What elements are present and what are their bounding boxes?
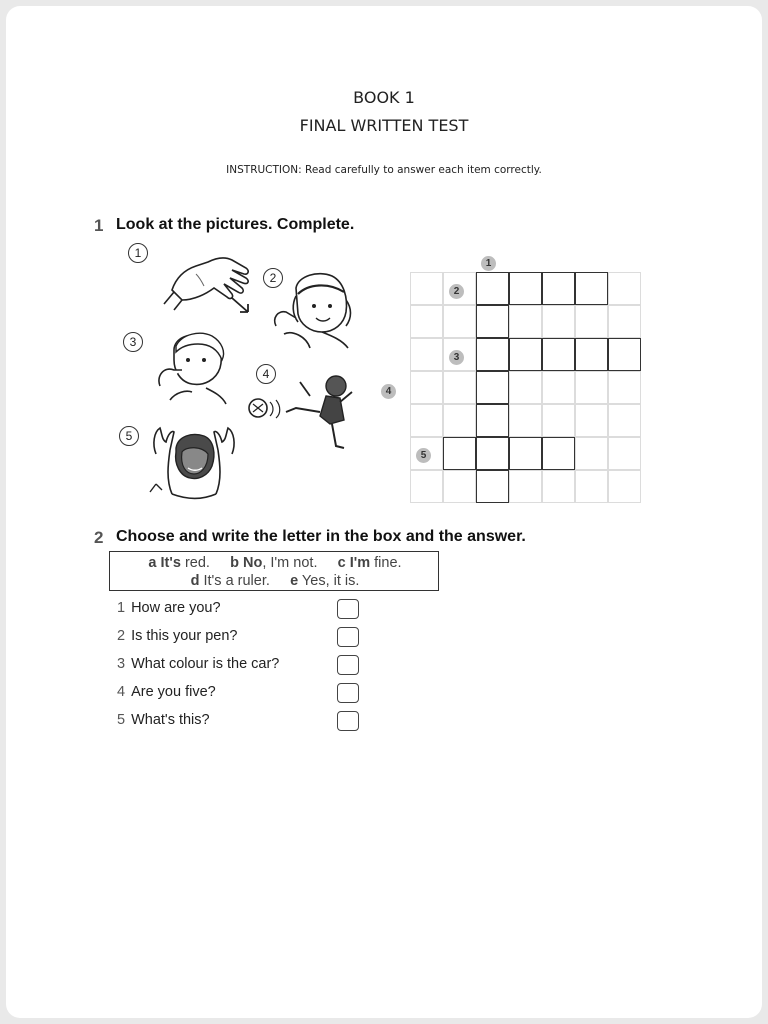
crossword-cell <box>443 371 476 404</box>
crossword-cell <box>443 404 476 437</box>
crossword-cell <box>575 437 608 470</box>
crossword-cell <box>542 470 575 503</box>
question-3: 3 What colour is the car? <box>117 656 280 672</box>
crossword-number-1: 1 <box>481 256 496 271</box>
picture-number-5: 5 <box>119 426 139 446</box>
crossword-cell <box>608 437 641 470</box>
option-c: c I'm fine. <box>337 555 402 571</box>
answer-box-2[interactable] <box>337 627 359 647</box>
instruction-text: INSTRUCTION: Read carefully to answer each item correctly. <box>226 164 542 176</box>
crossword-cell <box>575 404 608 437</box>
crossword-cell <box>608 305 641 338</box>
crossword-cell <box>608 470 641 503</box>
test-title: FINAL WRITTEN TEST <box>299 116 469 135</box>
crossword-answer-cell[interactable] <box>509 338 542 371</box>
answer-box-3[interactable] <box>337 655 359 675</box>
hand-fingers-illustration <box>162 248 258 318</box>
crossword-answer-cell[interactable] <box>476 437 509 470</box>
crossword-cell <box>443 470 476 503</box>
crossword-answer-cell[interactable] <box>476 305 509 338</box>
section-1-title: Look at the pictures. Complete. <box>116 216 355 233</box>
section-1-number: 1 <box>94 216 104 235</box>
crossword-answer-cell[interactable] <box>509 272 542 305</box>
crossword-cell <box>410 371 443 404</box>
picture-number-4: 4 <box>256 364 276 384</box>
crossword-answer-cell[interactable] <box>575 338 608 371</box>
boy-kicking-ball-illustration <box>240 372 360 458</box>
crossword-answer-cell[interactable] <box>476 272 509 305</box>
crossword-cell <box>410 338 443 371</box>
crossword-cell <box>410 470 443 503</box>
crossword-number-4: 4 <box>381 384 396 399</box>
crossword-cell <box>410 305 443 338</box>
crossword-answer-cell[interactable] <box>575 272 608 305</box>
answer-box-5[interactable] <box>337 711 359 731</box>
option-e: e Yes, it is. <box>290 573 360 589</box>
crossword-cell <box>608 404 641 437</box>
boy-raised-hands-illustration <box>148 424 240 504</box>
question-1: 1 How are you? <box>117 600 221 616</box>
crossword-cell <box>410 272 443 305</box>
picture-number-1: 1 <box>128 243 148 263</box>
crossword-answer-cell[interactable] <box>542 272 575 305</box>
question-5: 5 What's this? <box>117 712 210 728</box>
crossword-answer-cell[interactable] <box>443 437 476 470</box>
answer-box-4[interactable] <box>337 683 359 703</box>
crossword-answer-cell[interactable] <box>476 338 509 371</box>
worksheet-page <box>6 6 762 1018</box>
crossword-answer-cell[interactable] <box>509 437 542 470</box>
crossword-answer-cell[interactable] <box>476 371 509 404</box>
book-title: BOOK 1 <box>353 88 415 107</box>
crossword-number-2: 2 <box>449 284 464 299</box>
answer-options-box <box>109 551 439 591</box>
picture-number-3: 3 <box>123 332 143 352</box>
crossword-answer-cell[interactable] <box>608 338 641 371</box>
options-row-1 <box>110 555 440 571</box>
options-row-2 <box>110 573 440 589</box>
crossword-cell <box>509 305 542 338</box>
crossword-cell <box>443 305 476 338</box>
crossword-answer-cell[interactable] <box>542 437 575 470</box>
crossword-cell <box>608 371 641 404</box>
crossword-answer-cell[interactable] <box>476 470 509 503</box>
picture-number-2: 2 <box>263 268 283 288</box>
crossword-cell <box>542 404 575 437</box>
option-d: d It's a ruler. <box>190 573 270 589</box>
crossword-cell <box>608 272 641 305</box>
answer-box-1[interactable] <box>337 599 359 619</box>
girl-illustration <box>262 270 362 350</box>
option-b: b No, I'm not. <box>230 555 318 571</box>
crossword-cell <box>509 404 542 437</box>
section-2-number: 2 <box>94 528 104 547</box>
crossword-cell <box>575 470 608 503</box>
boy-illustration <box>152 330 232 406</box>
section-2-title: Choose and write the letter in the box and the answer. <box>116 528 526 545</box>
crossword-answer-cell[interactable] <box>542 338 575 371</box>
question-4: 4 Are you five? <box>117 684 216 700</box>
question-2: 2 Is this your pen? <box>117 628 238 644</box>
option-a: a It's red. <box>148 555 210 571</box>
crossword-cell <box>575 371 608 404</box>
crossword-cell <box>509 371 542 404</box>
crossword-cell <box>542 371 575 404</box>
crossword-cell <box>575 305 608 338</box>
crossword-answer-cell[interactable] <box>476 404 509 437</box>
crossword-cell <box>410 404 443 437</box>
crossword-cell <box>542 305 575 338</box>
crossword-cell <box>509 470 542 503</box>
crossword-number-3: 3 <box>449 350 464 365</box>
crossword-number-5: 5 <box>416 448 431 463</box>
